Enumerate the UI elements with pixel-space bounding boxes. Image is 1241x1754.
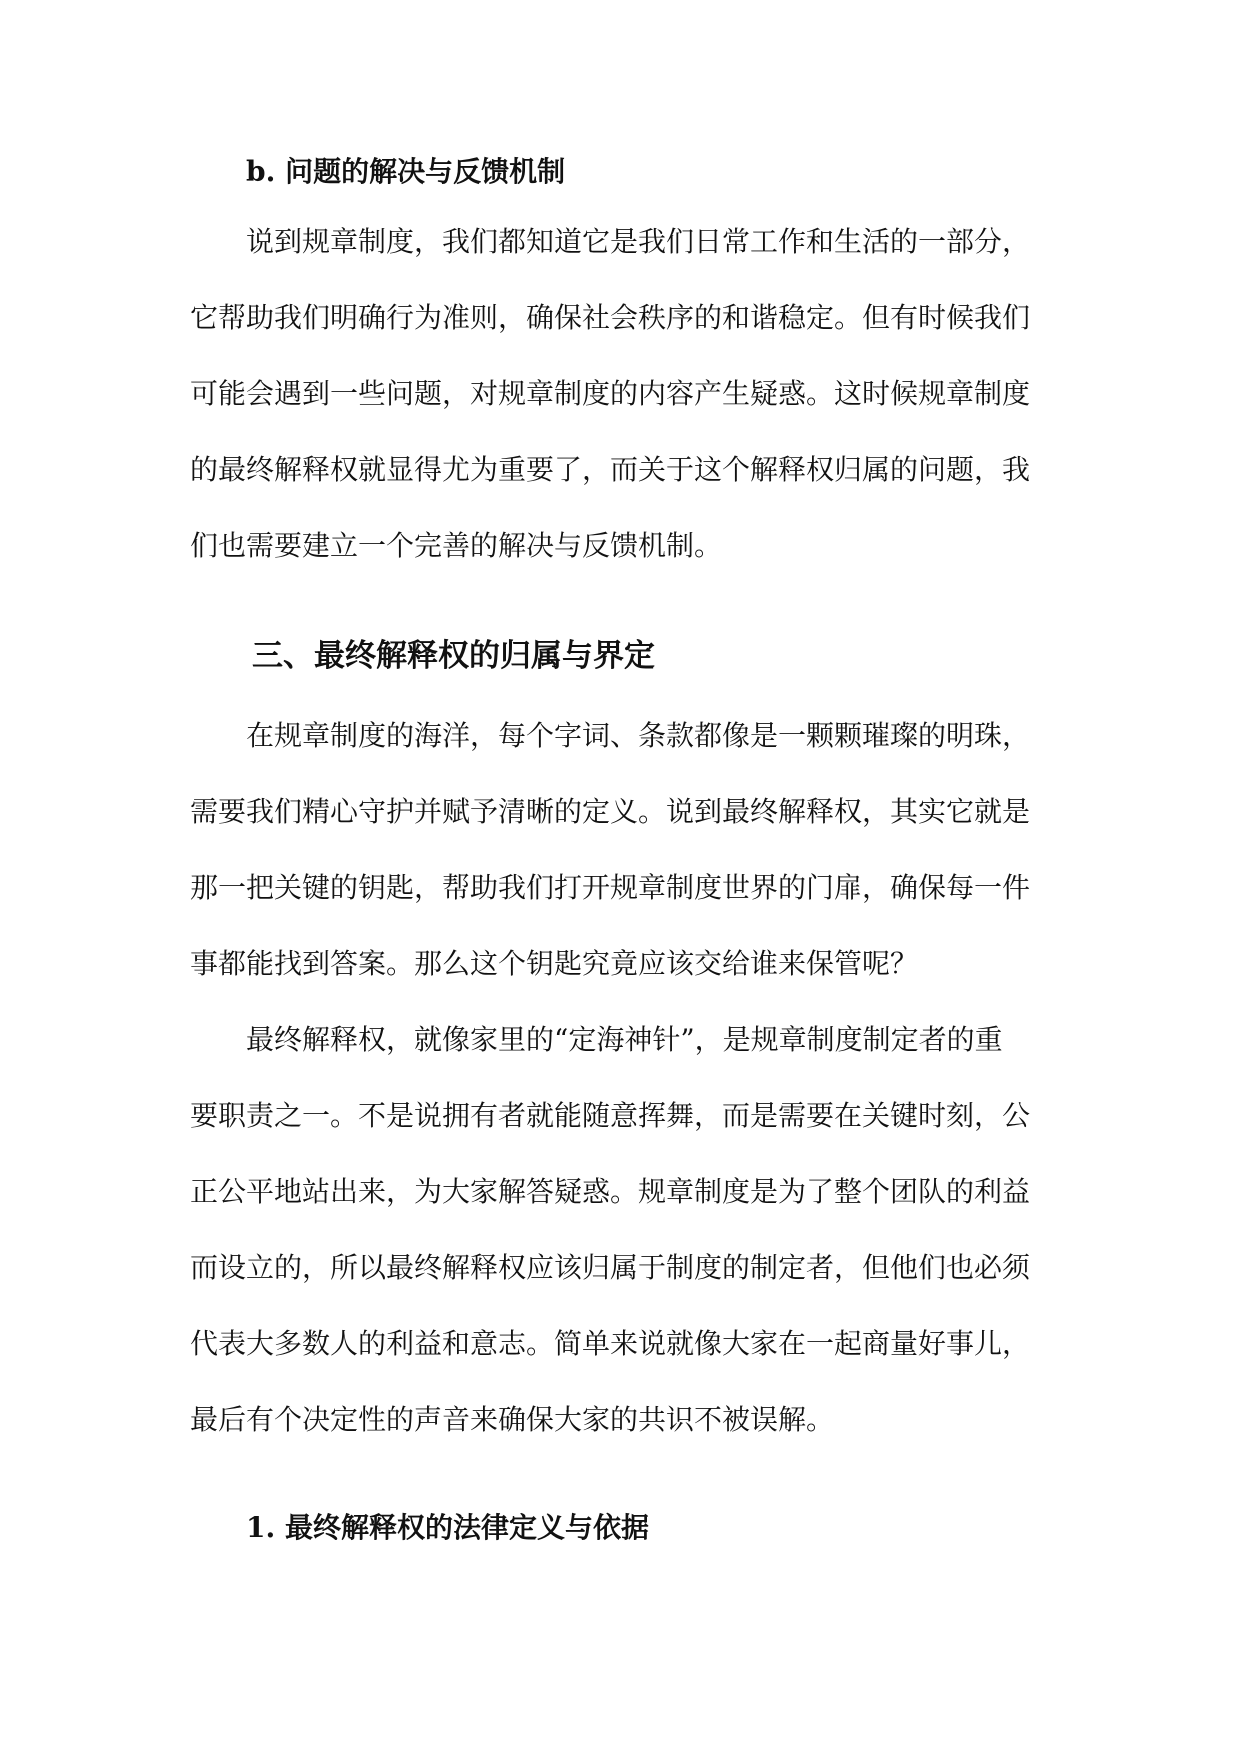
section-b-heading: b. 问题的解决与反馈机制 bbox=[246, 155, 566, 188]
paragraph-line: 们也需要建立一个完善的解决与反馈机制。 bbox=[190, 529, 723, 562]
chapter-3-heading: 三、最终解释权的归属与界定 bbox=[252, 638, 655, 674]
paragraph-line: 可能会遇到一些问题，对规章制度的内容产生疑惑。这时候规章制度 bbox=[190, 377, 1031, 410]
paragraph-line: 最后有个决定性的声音来确保大家的共识不被误解。 bbox=[190, 1403, 835, 1436]
paragraph-line: 那一把关键的钥匙，帮助我们打开规章制度世界的门扉，确保每一件 bbox=[190, 871, 1031, 904]
paragraph-line: 代表大多数人的利益和意志。简单来说就像大家在一起商量好事儿， bbox=[190, 1327, 1031, 1360]
paragraph-line: 在规章制度的海洋，每个字词、条款都像是一颗颗璀璨的明珠， bbox=[246, 719, 1031, 752]
paragraph-line: 说到规章制度，我们都知道它是我们日常工作和生活的一部分， bbox=[246, 225, 1031, 258]
paragraph-line: 需要我们精心守护并赋予清晰的定义。说到最终解释权，其实它就是 bbox=[190, 795, 1031, 828]
paragraph-line: 事都能找到答案。那么这个钥匙究竟应该交给谁来保管呢？ bbox=[190, 947, 919, 980]
paragraph-line: 的最终解释权就显得尤为重要了，而关于这个解释权归属的问题，我 bbox=[190, 453, 1031, 486]
paragraph-line: 而设立的，所以最终解释权应该归属于制度的制定者，但他们也必须 bbox=[190, 1251, 1031, 1284]
paragraph-line: 要职责之一。不是说拥有者就能随意挥舞，而是需要在关键时刻，公 bbox=[190, 1099, 1031, 1132]
paragraph-line: 正公平地站出来，为大家解答疑惑。规章制度是为了整个团队的利益 bbox=[190, 1175, 1031, 1208]
paragraph-line: 它帮助我们明确行为准则，确保社会秩序的和谐稳定。但有时候我们 bbox=[190, 301, 1031, 334]
paragraph-line: 最终解释权，就像家里的“定海神针”，是规章制度制定者的重 bbox=[246, 1023, 1003, 1056]
section-1-heading: 1. 最终解释权的法律定义与依据 bbox=[246, 1511, 649, 1544]
